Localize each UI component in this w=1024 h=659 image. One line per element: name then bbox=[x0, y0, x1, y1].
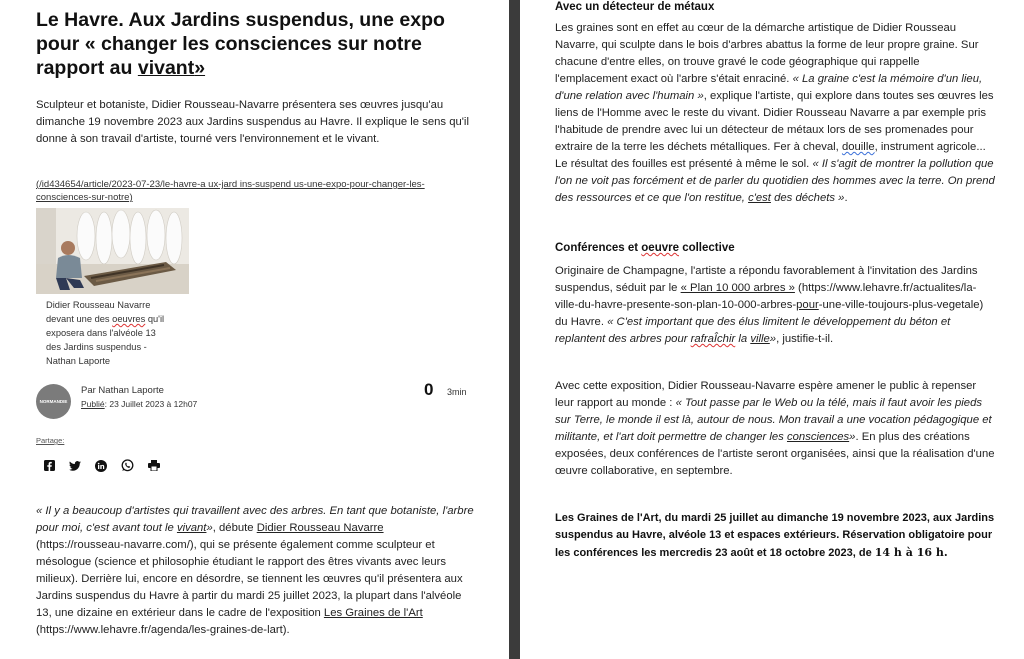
author-avatar: NORMANDIE bbox=[36, 384, 71, 419]
section-para-exposition: Avec cette exposition, Didier Rousseau-Navarre espère amener le public à repenser leur rapport au monde : « Tout passe par le Web ou la télé, mais il faut avoir les pieds sur Terre, le monde il est là, autour de nous. Mon travail a une vocation pédagogique et militante, et l'art doit permettre de changer les consciences». En plus des créations exposées, deux conférences de l'artiste seront organisées, ainsi que la réalisation d'une œuvre collaborative, en septembre. bbox=[555, 380, 995, 477]
article-body-1: « Il y a beaucoup d'artistes qui travaillent avec des arbres. En tant que botaniste, l'arbre pour moi, c'est avant tout le vivant», débute Didier Rousseau Navarre (https://rousseau-navarre.com/), qui se présente également comme sculpteur et mésologue (science et philosophie étudiant le rapport des êtres vivants avec leurs milieux). Derrière lui, encore en désordre, se tiennent les œuvres qu'il présentera aux Jardins suspendus du Havre à partir du mardi 25 juillet 2023, la plupart dans l'alvéole 13, une dizaine en extérieur dans le cadre de l'exposition Les Graines de l'Art (https://www.lehavre.fr/agenda/les-graines-de-lart). bbox=[36, 505, 474, 636]
page-gutter bbox=[509, 0, 520, 659]
read-time: 3min bbox=[447, 387, 467, 397]
artist-link[interactable]: Didier Rousseau Navarre bbox=[256, 522, 384, 534]
plan-link[interactable]: « Plan 10 000 arbres » bbox=[680, 282, 795, 294]
article-intro: Sculpteur et botaniste, Didier Rousseau-Navarre présentera ses œuvres jusqu'au dimanche 19 novembre 2023 aux Jardins suspendus au Havre. Il explique le sens qu'il donne à son travail d'artiste, tourné vers l'environnement et le vivant. bbox=[36, 99, 469, 145]
section-heading-detector: Avec un détecteur de métaux bbox=[555, 1, 715, 13]
share-icons bbox=[44, 459, 160, 472]
comment-count[interactable]: 0 bbox=[424, 380, 434, 399]
facebook-icon[interactable] bbox=[44, 460, 55, 471]
title-link[interactable]: vivant bbox=[137, 57, 195, 79]
section-heading-conferences: Conférences et oeuvre collective bbox=[555, 242, 735, 254]
left-page bbox=[0, 0, 509, 659]
article-title: Le Havre. Aux Jardins suspendus, une expo pour « changer les consciences sur notre rapport au vivant» bbox=[36, 9, 445, 79]
twitter-icon[interactable] bbox=[69, 461, 81, 471]
section-para-detector: Les graines sont en effet au cœur de la démarche artistique de Didier Rousseau Navarre, qui sculpte dans le bois d'arbres abattus la forme de leur propre graine. Sur chacune d'entre elles, on trouve gravé le code géographique qui rappelle l'emplacement exact où l'arbre s'était enraciné. « La graine c'est la mémoire d'un lieu, d'une relation avec l'humain », explique l'artiste, qui explore dans toutes ses œuvres les liens de l'Homme avec le reste du vivant. Didier Rousseau Navarre a par exemple pris l'habitude de prendre avec lui un détecteur de métaux lors de ses promenades pour extraire de la terre les déchets métalliques. Fer à cheval, douille, instrument agricole... Le résultat des fouilles est présenté à même le sol. « Il s'agit de montrer la pollution que l'on ne voit pas forcément et de parler du quotidien des hommes avec la terre. On prend des ressources et ce que l'on restitue, c'est des déchets ». bbox=[555, 22, 995, 204]
print-icon[interactable] bbox=[148, 460, 160, 471]
author-name: Par Nathan Laporte bbox=[81, 385, 164, 396]
photo-caption: Didier Rousseau Navarre devant une des oeuvres qu'il exposera dans l'alvéole 13 des Jardins suspendus - Nathan Laporte bbox=[46, 300, 165, 366]
share-label: Partage: bbox=[36, 436, 65, 445]
article-photo bbox=[36, 208, 189, 294]
expo-link[interactable]: Les Graines de l'Art bbox=[323, 607, 423, 619]
event-info: Les Graines de l'Art, du mardi 25 juillet au dimanche 19 novembre 2023, aux Jardins suspendus au Havre, alvéole 13 et espaces extérieurs. Réservation obligatoire pour les conférences les mercredis 23 août et 18 octobre 2023, de 14 h à 16 h. bbox=[555, 512, 995, 559]
publish-date: Publié: 23 Juillet 2023 à 12h07 bbox=[81, 399, 198, 409]
linkedin-icon[interactable] bbox=[95, 460, 107, 472]
whatsapp-icon[interactable] bbox=[121, 459, 134, 472]
section-para-conferences: Originaire de Champagne, l'artiste a répondu favorablement à l'invitation des Jardins suspendus, séduit par le « Plan 10 000 arbres » (https://www.lehavre.fr/actualites/la-ville-du-havre-presente-son-plan-10-000-arbres-pour-une-ville-toujours-plus-vegetale) du Havre. « C'est important que des élus limitent le développement du béton et replantent des arbres pour rafraÎchir la ville», justifie-t-il. bbox=[555, 265, 984, 345]
article-url-link[interactable]: (/id434654/article/2023-07-23/le-havre-a ux-jard ins-suspend us-une-expo-pour-changer-les-consciences-sur-notre) bbox=[36, 179, 425, 203]
